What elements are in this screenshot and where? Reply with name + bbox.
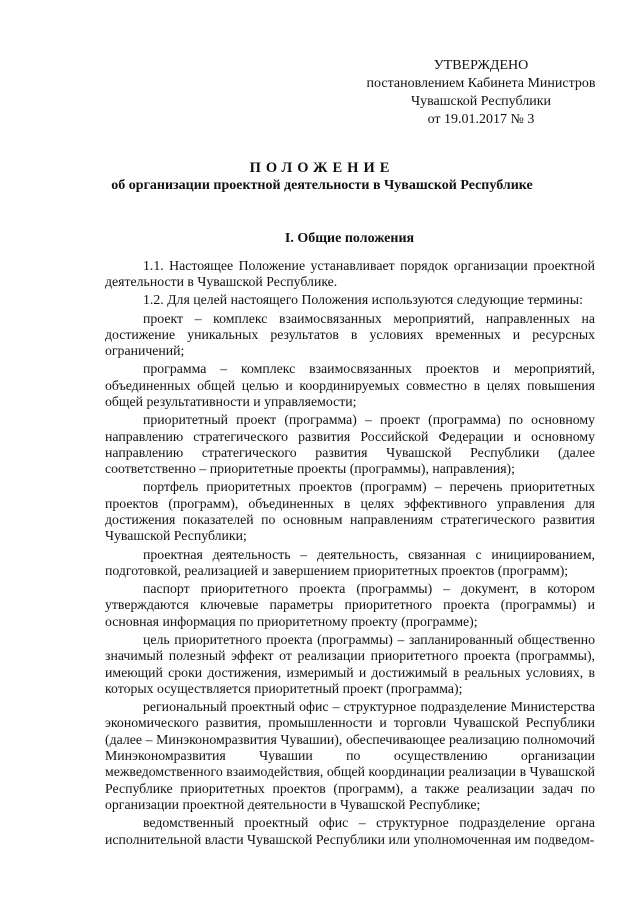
paragraph: проектная деятельность – деятельность, связанная с инициированием, подготовкой, реализацией и завершением приоритетных проектов (программ); (105, 546, 595, 578)
paragraph: проект – комплекс взаимосвязанных мероприятий, направленных на достижение уникальных результатов в условиях временных и ресурсных ограничений; (105, 310, 595, 359)
paragraph: паспорт приоритетного проекта (программы) – документ, в котором утверждаются ключевые параметры приоритетного проекта (программы) и основная информация по приоритетному проекту (программе); (105, 581, 595, 629)
paragraph: цель приоритетного проекта (программы) – запланированный общественно значимый полезный эффект от реализации приоритетного проекта (программы), имеющий сроки достижения, измеримый и достижимый в реальных условиях, в которых осуществляется приоритетный проект (программа); (105, 631, 595, 696)
document-title-main: ПОЛОЖЕНИЕ (249, 160, 395, 176)
approval-authority: постановлением Кабинета Министров (366, 76, 596, 91)
paragraph: программа – комплекс взаимосвязанных проектов и мероприятий, объединенных общей целью и координируемых совместно в целях повышения общей результативности и управляемости; (105, 361, 595, 410)
section-heading: I. Общие положения (284, 231, 415, 246)
document-body (105, 258, 595, 850)
paragraph: 1.2. Для целей настоящего Положения используются следующие термины: (143, 292, 583, 308)
paragraph: региональный проектный офис – структурное подразделение Министерства экономического развития, промышленности и торговли Чувашской Республики (далее – Минэкономразвития Чувашии), обеспечивающее реализацию полномочий Минэкономразвития Чувашии по осуществлению организации межведомственного взаимодействия, общей координации реализации в Чувашской Республике приоритетных проектов (программ), а также реализации задач по организации проектной деятельности в Чувашской Республике; (105, 699, 595, 813)
approval-region: Чувашской Республики (410, 94, 552, 109)
paragraph: приоритетный проект (программа) – проект (программа) по основному направлению стратегического развития Российской Федерации и основному направлению стратегического развития Чувашской Республики (далее соответственно – приоритетные проекты (программы), направления); (105, 412, 595, 477)
paragraph: ведомственный проектный офис – структурное подразделение органа исполнительной власти Чувашской Республики или уполномоченная им подведом- (105, 815, 595, 847)
paragraph: портфель приоритетных проектов (программ) – перечень приоритетных проектов (программ), объединенных в целях эффективного управления для достижения показателей по основным направлениям стратегического развития Чувашской Республики; (105, 479, 595, 544)
approval-heading: УТВЕРЖДЕНО (433, 58, 529, 73)
document-title (72, 159, 572, 195)
paragraph: 1.1. Настоящее Положение устанавливает порядок организации проектной деятельности в Чувашской Республике. (105, 258, 595, 290)
document-title-subtitle: об организации проектной деятельности в Чувашской Республике (111, 178, 533, 193)
approval-stamp (356, 57, 606, 129)
approval-date-number: от 19.01.2017 № 3 (427, 112, 535, 127)
